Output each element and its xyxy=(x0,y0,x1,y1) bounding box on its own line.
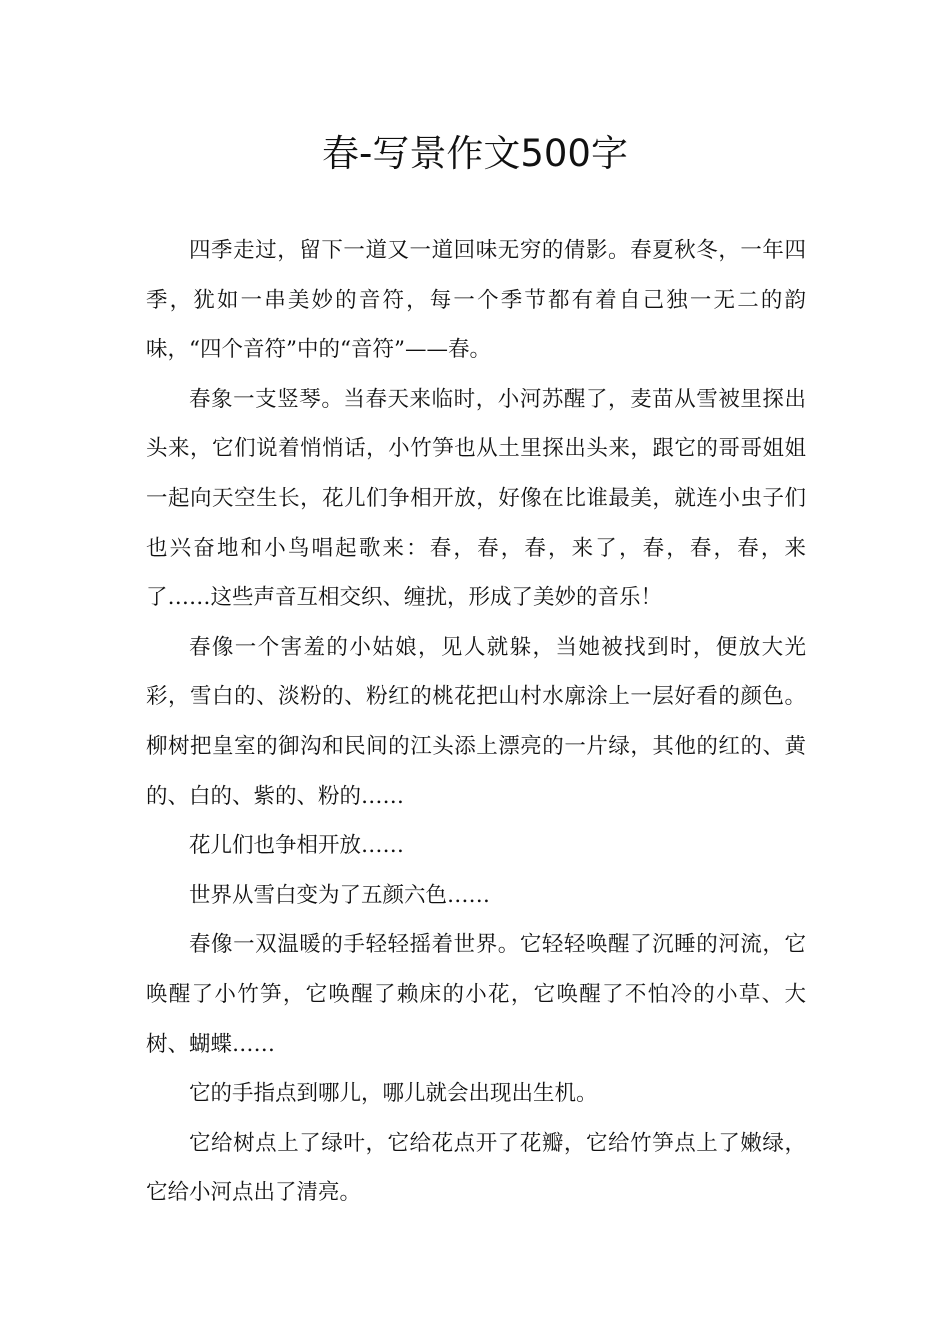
paragraph-2: 春象一支竖琴。当春天来临时，小河苏醒了，麦苗从雪被里探出头来，它们说着悄悄话，小竹笋也从土里探出头来，跟它的哥哥姐姐一起向天空生长，花儿们争相开放，好像在比谁最美，就连小虫子们也兴奋地和小鸟唱起歌来：春，春，春，来了，春，春，春，来了……这些声音互相交织、缠扰，形成了美妙的音乐！ xyxy=(146,386,806,611)
paragraph-4: 花儿们也争相开放…… xyxy=(189,833,405,859)
paragraph-7: 它的手指点到哪儿，哪儿就会出现出生机。 xyxy=(189,1081,598,1107)
document-body xyxy=(146,226,806,1218)
paragraph-8: 它给树点上了绿叶，它给花点开了花瓣，它给竹笋点上了嫩绿，它给小河点出了清亮。 xyxy=(146,1130,806,1206)
paragraph-6: 春像一双温暖的手轻轻摇着世界。它轻轻唤醒了沉睡的河流，它唤醒了小竹笋，它唤醒了赖床的小花，它唤醒了不怕冷的小草、大树、蝴蝶…… xyxy=(146,932,806,1057)
paragraph-5: 世界从雪白变为了五颜六色…… xyxy=(189,882,491,908)
document-title: 春-写景作文500字 xyxy=(322,132,628,175)
paragraph-3: 春像一个害羞的小姑娘，见人就躲，当她被找到时，便放大光彩，雪白的、淡粉的、粉红的桃花把山村水廓涂上一层好看的颜色。柳树把皇室的御沟和民间的江头添上漂亮的一片绿，其他的红的、黄的、白的、紫的、粉的…… xyxy=(146,634,806,809)
paragraph-1: 四季走过，留下一道又一道回味无穷的倩影。春夏秋冬，一年四季，犹如一串美妙的音符，每一个季节都有着自己独一无二的韵味，“四个音符”中的“音符”——春。 xyxy=(146,238,806,363)
